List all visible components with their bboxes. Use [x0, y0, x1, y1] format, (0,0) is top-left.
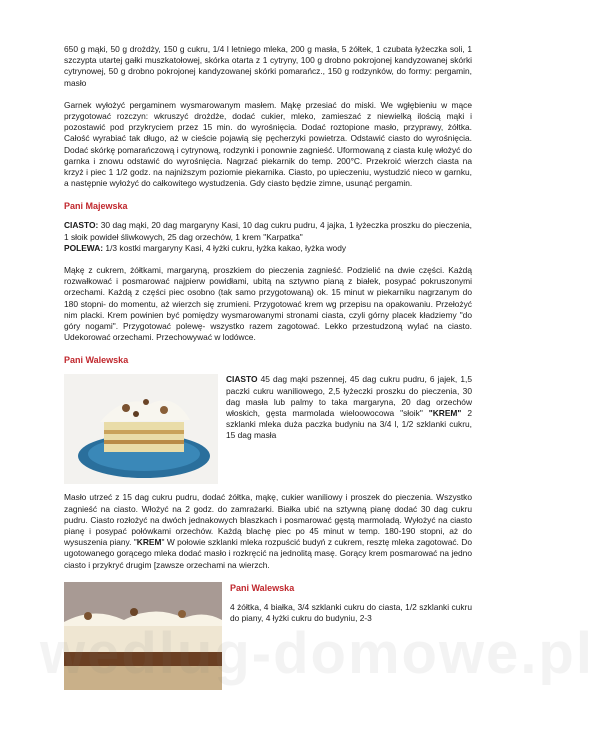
recipe-heading-walewska: Pani Walewska	[64, 355, 129, 366]
majewska-method: Mąkę z cukrem, żółtkami, margaryną, proszkiem do pieczenia zagnieść. Podzielić na dwie części. Każdą rozwałkować i posmarować najpierw powidłami, ubitą na sztywno pianą z białek, posypać pokruszonymi orzechami. Każdą z części piec osobno (tak samo przygotowaną) ok. 15 minut w piekarniku nagrzanym do 180 stopni- do momentu, aż wierzch się zrumieni. Przygotować krem wg przepisu na opakowaniu. Przełożyć nim placki. Krem powinien być pomiędzy wysmarowanymi stronami ciasta, czyli górny placek kładziemy "do góry nogami". Przygotować polewę- wszystko razem zagotować. Lekko przestudzoną wylać na ciasto. Udekorować orzechami. Przechowywać w lodówce.	[64, 265, 472, 343]
majewska-ingredients	[64, 220, 472, 254]
cake-photo-plate	[64, 374, 218, 484]
polewa-text: 1/3 kostki margaryny Kasi, 4 łyżki cukru, łyżka kakao, łyżka wody	[103, 242, 347, 253]
recipe-heading-majewska: Pani Majewska	[64, 201, 128, 212]
walewska-krem-label: "KREM"	[428, 408, 462, 419]
intro-ingredients: 650 g mąki, 50 g drożdży, 150 g cukru, 1/4 l letniego mleka, 200 g masła, 5 żółtek, 1 czubata łyżeczka soli, 1 szczypta utartej gałki muszkatołowej, skórka otarta z 1 cytryny, 100 g drobno pokrojonej kandyzowanej skórki cytrynowej, 50 g drobno pokrojonej kandyzowanej skórki pomarańcz., 150 g rodzynków, do formy: pergamin, masło	[64, 44, 472, 88]
document-page	[64, 44, 472, 690]
ciasto-text: 30 dag mąki, 20 dag margaryny Kasi, 10 dag cukru pudru, 4 jajka, 1 łyżeczka proszku do pieczenia, 1 słoik powideł śliwkowych, 25 dag orzechów, 1 krem "Karpatka"	[64, 220, 472, 242]
watermark: wedlug-domowe.pl	[40, 621, 594, 686]
intro-method: Garnek wyłożyć pergaminem wysmarowanym masłem. Mąkę przesiać do miski. We wgłębieniu w mące przygotować rozczyn: wkruszyć drożdże, dodać cukier, mleko, zamieszać z niewielką ilością mąki i pozostawić pod przykryciem przez 15 min. do wyrośnięcia. Dodać roztopione masło, przyprawy, żółtka. Całość wyrabiać tak długo, aż w cieście pojawią się pęcherzyki powietrza. Odstawić ciasto do wyrośnięcia. Dodać skórkę pomarańczową i cytrynową, rodzynki i ponownie zagnieść. Uformowaną z ciasta kulę włożyć do garnka i znowu odstawić do wyrośnięcia. Nagrzać piekarnik do temp. 200°C. Przekroić wierzch ciasta na krzyż i piec 1 1/2 godz. na najniższym poziomie piekarnika. Ciasto, po upieczeniu, wystudzić nieco w garnku, a następnie wyłożyć do całkowitego wystudzenia. Gdy ciasto będzie zimne, usunąć pergamin.	[64, 99, 472, 189]
recipe-heading-walewska-2: Pani Walewska	[230, 582, 295, 593]
walewska-top-row	[64, 374, 472, 484]
polewa-label: POLEWA:	[64, 242, 104, 253]
walewska-method-b: " W połowie szklanki mleka rozpuścić budyń z cukrem, resztę mleka zagotować. Do ugotowanego gorącego mleka dodać masło i rozkręcić na jednolitą masę. Gorący krem posmarować na jedno ciasto i przykryć drugim [zawsze orzechami na wierzch.	[64, 537, 472, 570]
walewska2-text: 4 żółtka, 4 białka, 3/4 szklanki cukru do ciasta, 1/2 szklanki cukru do piany, 4 łyżki cukru do budyniu, 2-3	[230, 601, 472, 624]
walewska-ingredients	[226, 374, 472, 441]
walewska-method-krem: KREM	[136, 537, 162, 548]
walewska-method-a: Masło utrzeć z 15 dag cukru pudru, dodać żółtka, mąkę, cukier waniliowy i proszek do pieczenia. Wszystko zagnieść na ciasto. Włożyć na 2 godz. do zamrażarki. Białka ubić na sztywną pianę dodać 30 dag cukru pudru. Ciasto rozłożyć na dwóch jednakowych blaszkach i posmarować gęstą marmoladą. Wyłożyć na ciasto pianę i posypać połówkami orzechów. Każdą blachę piec po 45 minut w temp. 180-190 stopni, aż do wysuszenia piany. "	[64, 492, 472, 548]
walewska-ciasto-text: 45 dag mąki pszennej, 45 dag cukru pudru, 6 jajek, 1,5 paczki cukru waniliowego, 2,5 łyżeczki proszku do pieczenia, 30 dag masła lub palmy to taka margaryna, 20 dag orzechów włoskich, gęsta marmolada wieloowocowa "słoik"	[226, 374, 472, 419]
walewska-krem-text: 2 szklanki mleka duża paczka budyniu na 3/4 l, 1/2 szklanki cukru, 15 dag masła	[226, 408, 472, 441]
walewska-ciasto-label: CIASTO	[226, 374, 258, 385]
walewska-method	[64, 492, 472, 570]
ciasto-label: CIASTO:	[64, 220, 99, 231]
